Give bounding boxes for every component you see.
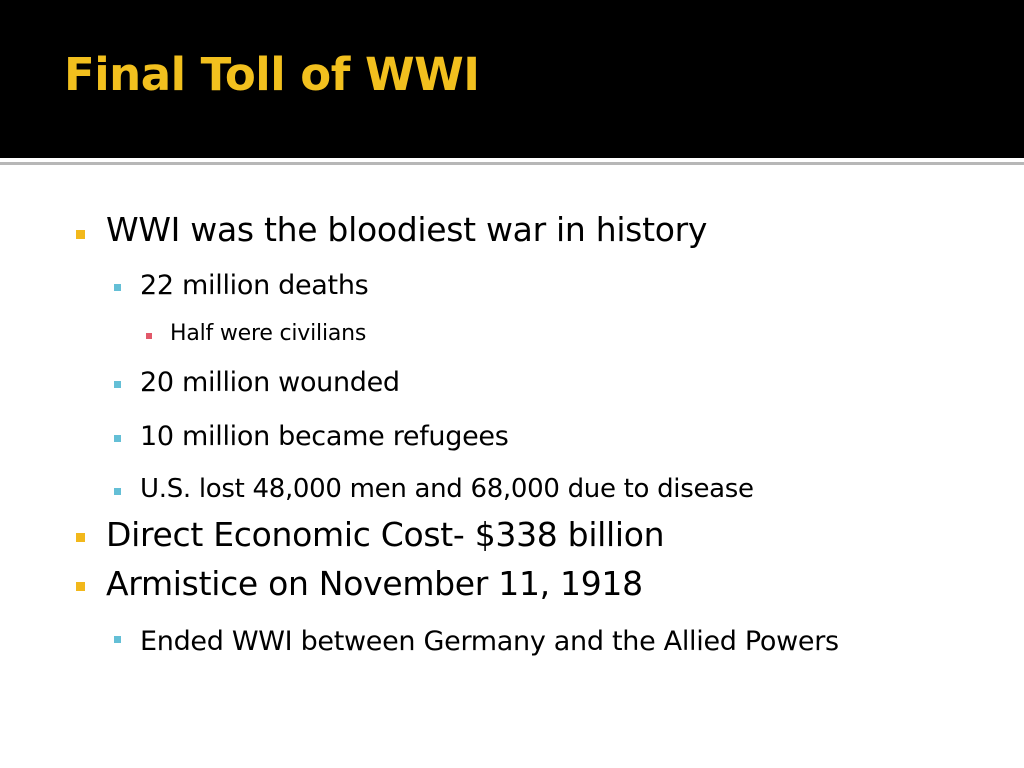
bullet-text: 10 million became refugees <box>140 421 509 452</box>
square-bullet-icon <box>76 582 85 591</box>
bullet-text: Armistice on November 11, 1918 <box>106 564 643 603</box>
square-bullet-icon <box>114 284 121 291</box>
square-bullet-icon <box>114 488 121 495</box>
bullet-text: Ended WWI between Germany and the Allied Powers <box>140 626 839 657</box>
square-bullet-icon <box>114 435 121 442</box>
bullet-text: Direct Economic Cost- $338 billion <box>106 515 665 554</box>
square-bullet-icon <box>146 333 152 339</box>
bullet-text: 22 million deaths <box>140 270 369 301</box>
square-bullet-icon <box>76 533 85 542</box>
bullet-text: U.S. lost 48,000 men and 68,000 due to disease <box>140 474 754 504</box>
square-bullet-icon <box>114 381 121 388</box>
bullet-text: WWI was the bloodiest war in history <box>106 210 708 249</box>
slide-title: Final Toll of WWI <box>64 48 480 101</box>
square-bullet-icon <box>114 636 121 643</box>
bullet-text: Half were civilians <box>170 321 367 346</box>
bullet-text: 20 million wounded <box>140 367 400 398</box>
square-bullet-icon <box>76 230 85 239</box>
